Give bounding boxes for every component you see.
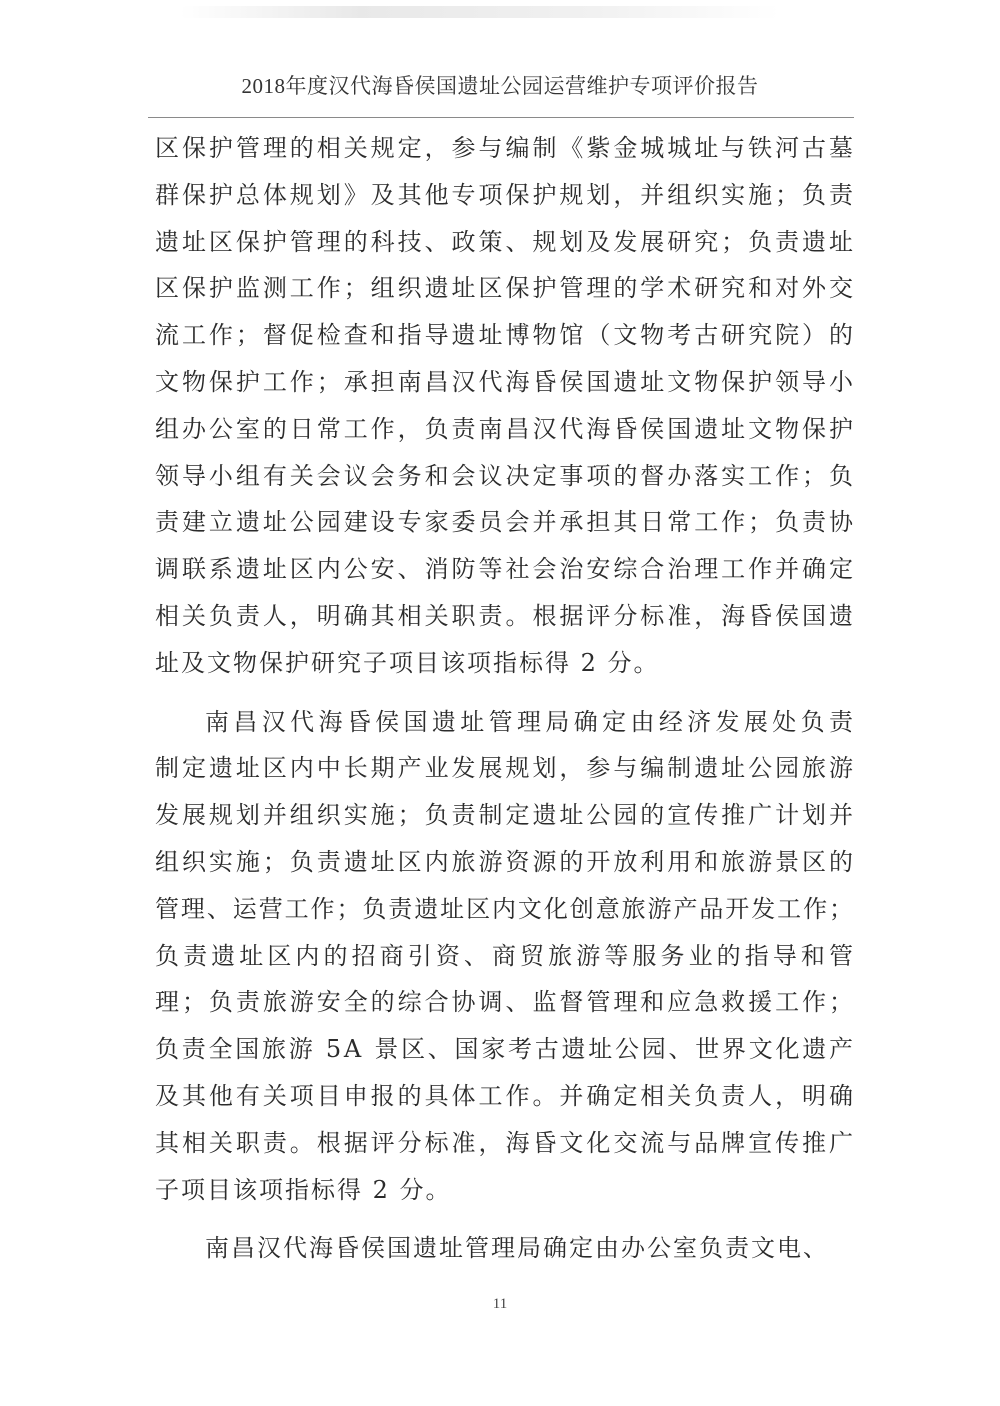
text-line (155, 839, 856, 886)
line-text: 负责全国旅游 5A 景区、国家考古遗址公园、世界文化遗产 (155, 1035, 856, 1064)
text-line (155, 792, 856, 839)
text-line (155, 219, 856, 266)
line-text: 组织实施；负责遗址区内旅游资源的开放利用和旅游景区的 (155, 847, 856, 876)
line-text: 领导小组有关会议会务和会议决定事项的督办落实工作；负 (155, 461, 856, 490)
line-text: 组办公室的日常工作，负责南昌汉代海昏侯国遗址文物保护 (155, 414, 856, 443)
line-text: 管理、运营工作；负责遗址区内文化创意旅游产品开发工作； (155, 894, 855, 923)
text-line (155, 359, 856, 406)
text-line (155, 265, 856, 312)
line-text: 南昌汉代海昏侯国遗址管理局确定由经济发展处负责 (205, 707, 858, 736)
text-line (155, 1026, 856, 1073)
line-text: 调联系遗址区内公安、消防等社会治安综合治理工作并确定 (155, 555, 856, 584)
text-line (155, 1167, 853, 1214)
line-text: 流工作；督促检查和指导遗址博物馆（文物考古研究院）的 (155, 321, 856, 350)
text-line (155, 1225, 853, 1272)
line-text: 文物保护工作；承担南昌汉代海昏侯国遗址文物保护领导小 (155, 367, 856, 396)
paragraph-gap (155, 687, 853, 699)
text-line (155, 312, 856, 359)
line-text: 负责遗址区内的招商引资、商贸旅游等服务业的指导和管 (155, 941, 858, 970)
line-text: 其相关职责。根据评分标准，海昏文化交流与品牌宣传推广 (155, 1128, 856, 1157)
text-line (155, 546, 856, 593)
line-text: 区保护监测工作；组织遗址区保护管理的学术研究和对外交 (155, 274, 856, 303)
paragraph-gap (155, 1213, 853, 1225)
page-number: 11 (492, 1296, 508, 1312)
line-text: 区保护管理的相关规定，参与编制《紫金城城址与铁河古墓 (155, 134, 856, 162)
scan-artifact (180, 6, 780, 18)
text-line (155, 699, 858, 746)
line-text: 及其他有关项目申报的具体工作。并确定相关负责人，明确 (155, 1081, 856, 1110)
text-line (155, 1120, 856, 1167)
body-text (155, 125, 858, 1272)
text-line (155, 593, 856, 640)
text-line (155, 406, 856, 453)
line-text: 址及文物保护研究子项目该项指标得 2 分。 (155, 648, 660, 677)
line-text: 发展规划并组织实施；负责制定遗址公园的宣传推广计划并 (155, 801, 856, 830)
text-line (155, 125, 856, 172)
line-text: 南昌汉代海昏侯国遗址管理局确定由办公室负责文电、 (205, 1234, 829, 1263)
line-text: 子项目该项指标得 2 分。 (155, 1175, 452, 1204)
line-text: 相关负责人，明确其相关职责。根据评分标准，海昏侯国遗 (155, 601, 856, 630)
text-line (155, 745, 856, 792)
text-line (155, 499, 856, 546)
page-header-title: 2018年度汉代海昏侯国遗址公园运营维护专项评价报告 (241, 74, 759, 98)
line-text: 群保护总体规划》及其他专项保护规划，并组织实施；负责 (155, 180, 856, 209)
text-line (155, 1073, 856, 1120)
line-text: 理；负责旅游安全的综合协调、监督管理和应急救援工作； (155, 988, 856, 1017)
text-line (155, 886, 853, 933)
text-line (155, 172, 856, 219)
line-text: 制定遗址区内中长期产业发展规划，参与编制遗址公园旅游 (155, 754, 856, 783)
line-text: 责建立遗址公园建设专家委员会并承担其日常工作；负责协 (155, 508, 856, 537)
text-line (155, 979, 856, 1026)
text-line (155, 640, 853, 687)
text-line (155, 933, 858, 980)
text-line (155, 453, 856, 500)
header-divider (148, 117, 854, 118)
line-text: 遗址区保护管理的科技、政策、规划及发展研究；负责遗址 (155, 227, 856, 256)
